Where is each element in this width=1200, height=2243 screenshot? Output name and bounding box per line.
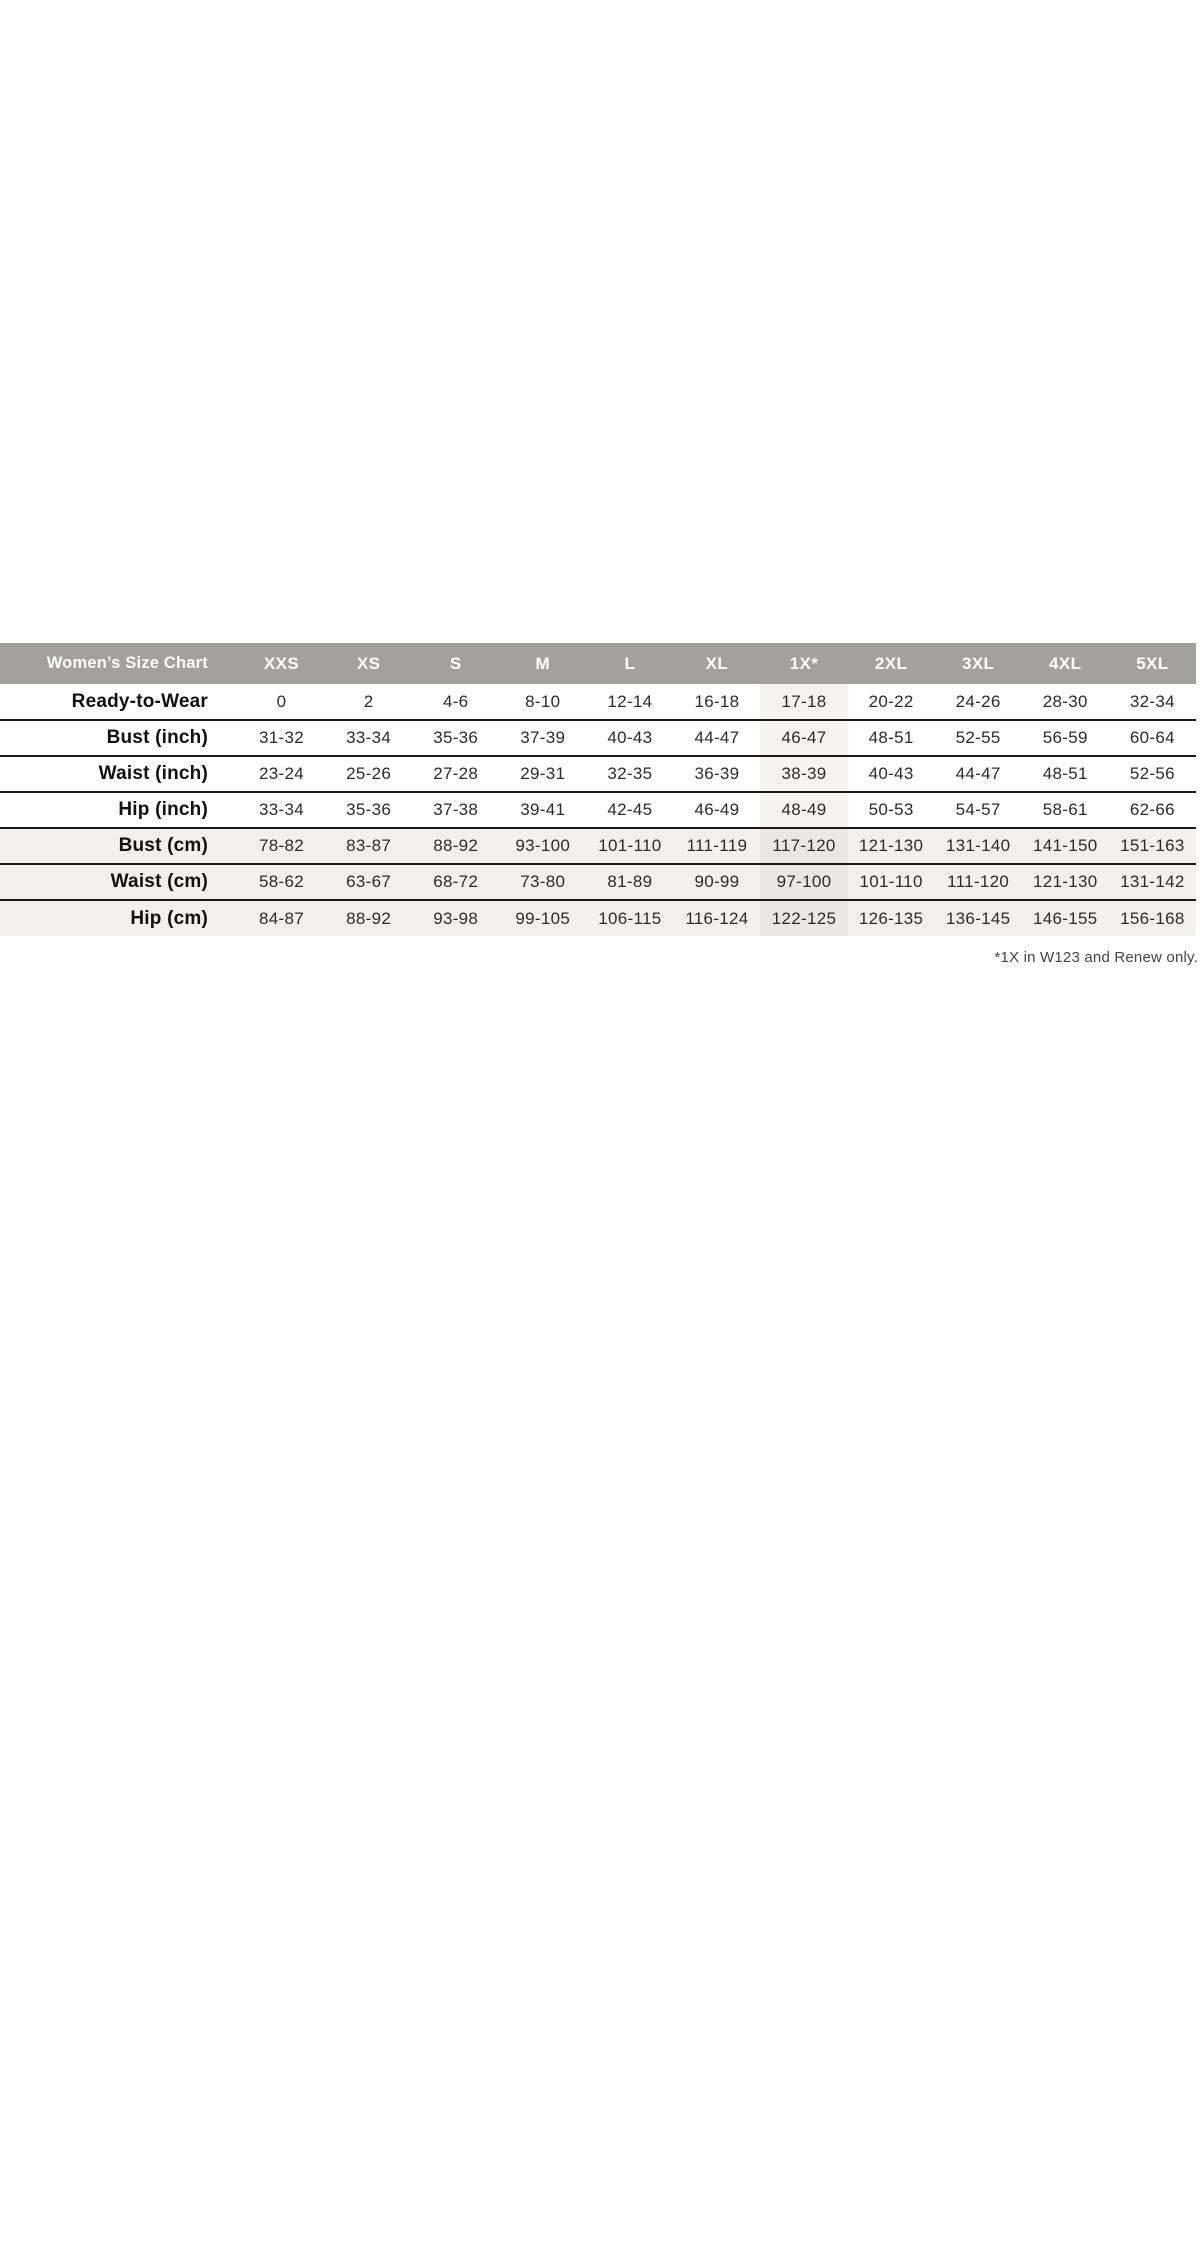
- row-label: Bust (cm): [118, 835, 208, 856]
- table-cell: 151-163: [1120, 836, 1185, 855]
- table-cell: 156-168: [1120, 908, 1185, 928]
- row-label: Waist (cm): [110, 871, 208, 892]
- table-cell: 52-56: [1129, 764, 1175, 783]
- table-cell: 35-36: [346, 800, 392, 819]
- table-cell: 4-6: [442, 691, 469, 711]
- size-chart: [0, 643, 1196, 936]
- table-cell: 42-45: [607, 800, 653, 819]
- row-label: Waist (inch): [98, 763, 208, 784]
- table-cell: 32-34: [1129, 691, 1175, 711]
- table-cell: 29-31: [520, 764, 566, 783]
- table-cell: 84-87: [259, 908, 305, 928]
- table-cell: 73-80: [520, 872, 566, 891]
- table-cell: 32-35: [607, 764, 653, 783]
- table-cell: 44-47: [694, 728, 740, 747]
- table-cell: 36-39: [694, 764, 740, 783]
- table-cell: 24-26: [955, 691, 1001, 711]
- table-cell: 52-55: [955, 728, 1001, 747]
- table-cell: 83-87: [346, 836, 392, 855]
- footnote: *1X in W123 and Renew only.: [994, 949, 1198, 966]
- table-cell: 38-39: [760, 756, 847, 792]
- column-header: XXS: [238, 643, 325, 684]
- table-cell: 93-100: [515, 836, 571, 855]
- size-chart-table: [0, 643, 1196, 936]
- table-cell: 58-61: [1042, 800, 1088, 819]
- column-header: 4XL: [1022, 643, 1109, 684]
- table-cell: 17-18: [760, 684, 847, 720]
- table-cell: 33-34: [259, 800, 305, 819]
- table-cell: 25-26: [346, 764, 392, 783]
- table-cell: 8-10: [525, 691, 561, 711]
- table-cell: 68-72: [433, 872, 479, 891]
- table-cell: 101-110: [859, 872, 923, 891]
- table-cell: 54-57: [955, 800, 1001, 819]
- row-label: Ready-to-Wear: [71, 690, 208, 712]
- table-cell: 48-51: [1042, 764, 1088, 783]
- table-cell: 58-62: [259, 872, 305, 891]
- table-cell: 106-115: [598, 908, 662, 928]
- row-label: Bust (inch): [106, 727, 208, 748]
- table-cell: 50-53: [868, 800, 914, 819]
- table-cell: 97-100: [760, 864, 847, 900]
- table-cell: 78-82: [259, 836, 305, 855]
- table-cell: 146-155: [1032, 908, 1098, 928]
- table-row: [0, 864, 1196, 900]
- table-cell: 126-135: [858, 908, 924, 928]
- table-body: [0, 684, 1196, 936]
- table-cell: 136-145: [945, 908, 1011, 928]
- row-label: Hip (inch): [118, 799, 208, 820]
- column-header: 2XL: [848, 643, 935, 684]
- table-cell: 35-36: [433, 728, 479, 747]
- table-cell: 2: [363, 691, 374, 711]
- table-cell: 31-32: [259, 728, 305, 747]
- table-row: [0, 720, 1196, 756]
- table-head: [0, 643, 1196, 684]
- table-cell: 40-43: [607, 728, 653, 747]
- table-cell: 121-130: [858, 836, 924, 855]
- table-cell: 88-92: [346, 908, 392, 928]
- table-cell: 48-51: [868, 728, 914, 747]
- table-cell: 46-47: [760, 720, 847, 756]
- table-row: [0, 756, 1196, 792]
- table-cell: 90-99: [694, 872, 740, 891]
- table-cell: 101-110: [598, 836, 662, 855]
- table-cell: 111-120: [947, 872, 1010, 891]
- column-header: XL: [673, 643, 760, 684]
- table-cell: 46-49: [694, 800, 740, 819]
- column-header: 5XL: [1109, 643, 1196, 684]
- column-header: L: [586, 643, 673, 684]
- table-cell: 37-39: [520, 728, 566, 747]
- table-cell: 39-41: [520, 800, 566, 819]
- column-header: XS: [325, 643, 412, 684]
- table-cell: 62-66: [1129, 800, 1175, 819]
- table-title: Women’s Size Chart: [0, 643, 238, 684]
- header-row: [0, 643, 1196, 684]
- table-cell: 37-38: [433, 800, 479, 819]
- table-cell: 131-142: [1120, 872, 1185, 891]
- table-cell: 131-140: [945, 836, 1011, 855]
- table-cell: 81-89: [607, 872, 653, 891]
- table-row: [0, 684, 1196, 720]
- table-cell: 99-105: [515, 908, 571, 928]
- table-cell: 111-119: [686, 836, 748, 855]
- table-cell: 63-67: [346, 872, 392, 891]
- table-cell: 33-34: [346, 728, 392, 747]
- table-cell: 93-98: [433, 908, 479, 928]
- column-header: 1X*: [760, 643, 847, 684]
- table-cell: 44-47: [955, 764, 1001, 783]
- row-label: Hip (cm): [130, 907, 208, 929]
- table-cell: 16-18: [694, 691, 740, 711]
- column-header: M: [499, 643, 586, 684]
- table-cell: 23-24: [259, 764, 305, 783]
- table-row: [0, 792, 1196, 828]
- table-cell: 141-150: [1032, 836, 1098, 855]
- table-row: [0, 900, 1196, 936]
- table-cell: 60-64: [1129, 728, 1175, 747]
- table-cell: 117-120: [760, 828, 847, 864]
- table-cell: 88-92: [433, 836, 479, 855]
- table-cell: 121-130: [1032, 872, 1098, 891]
- table-cell: 56-59: [1042, 728, 1088, 747]
- table-cell: 48-49: [760, 792, 847, 828]
- table-cell: 40-43: [868, 764, 914, 783]
- table-cell: 20-22: [868, 691, 914, 711]
- table-cell: 0: [276, 691, 287, 711]
- column-header: 3XL: [935, 643, 1022, 684]
- table-cell: 27-28: [433, 764, 479, 783]
- table-cell: 28-30: [1042, 691, 1088, 711]
- table-cell: 122-125: [760, 900, 847, 936]
- table-row: [0, 828, 1196, 864]
- table-cell: 116-124: [685, 908, 749, 928]
- column-header: S: [412, 643, 499, 684]
- table-cell: 12-14: [607, 691, 653, 711]
